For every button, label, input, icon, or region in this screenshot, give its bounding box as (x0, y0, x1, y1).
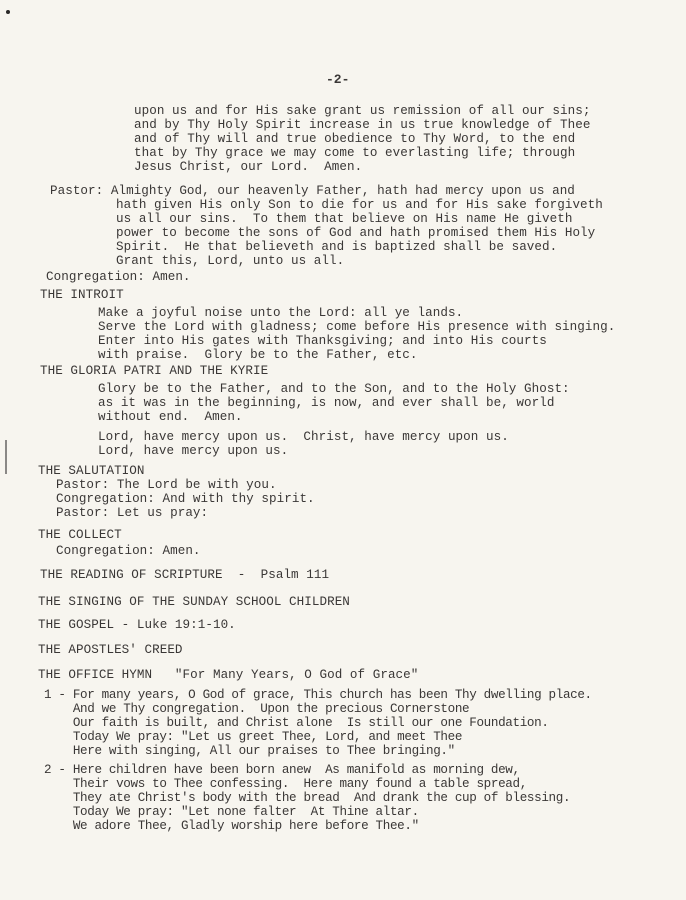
edge-mark-top (6, 10, 10, 14)
text-line: We adore Thee, Gladly worship here before Thee." (44, 819, 419, 833)
text-line: Make a joyful noise unto the Lord: all ye lands. (98, 306, 464, 320)
collect-response: Congregation: Amen. (56, 544, 201, 558)
page-number: -2- (326, 72, 350, 87)
text-line: 1 - For many years, O God of grace, This church has been Thy dwelling place. (44, 688, 592, 702)
text-line: Spirit. He that believeth and is baptized shall be saved. (116, 240, 558, 254)
text-line: And we Thy congregation. Upon the precious Cornerstone (44, 702, 470, 716)
text-line: without end. Amen. (98, 410, 243, 424)
text-line: that by Thy grace we may come to everlasting life; through (134, 146, 576, 160)
text-line: Pastor: Almighty God, our heavenly Father, hath had mercy upon us and (50, 184, 575, 198)
text-line: Grant this, Lord, unto us all. (116, 254, 345, 268)
text-line: Pastor: The Lord be with you. (56, 478, 277, 492)
section-heading-introit: THE INTROIT (40, 288, 124, 302)
text-line: hath given His only Son to die for us and for His sake forgiveth (116, 198, 603, 212)
text-line: They ate Christ's body with the bread And drank the cup of blessing. (44, 791, 571, 805)
text-line: power to become the sons of God and hath promised them His Holy (116, 226, 596, 240)
text-line: us all our sins. To them that believe on His name He giveth (116, 212, 573, 226)
text-line: and by Thy Holy Spirit increase in us true knowledge of Thee (134, 118, 591, 132)
section-heading-collect: THE COLLECT (38, 528, 122, 542)
text-line: Enter into His gates with Thanksgiving; and into His courts (98, 334, 547, 348)
section-heading-creed: THE APOSTLES' CREED (38, 643, 183, 657)
text-line: 2 - Here children have been born anew As manifold as morning dew, (44, 763, 520, 777)
section-heading-sunday-school: THE SINGING OF THE SUNDAY SCHOOL CHILDREN (38, 595, 350, 609)
text-line: Their vows to Thee confessing. Here many found a table spread, (44, 777, 527, 791)
text-line: as it was in the beginning, is now, and ever shall be, world (98, 396, 555, 410)
congregation-response: Congregation: Amen. (46, 270, 191, 284)
section-heading-gospel: THE GOSPEL - Luke 19:1-10. (38, 618, 236, 632)
text-line: Glory be to the Father, and to the Son, and to the Holy Ghost: (98, 382, 570, 396)
text-line: Our faith is built, and Christ alone Is still our one Foundation. (44, 716, 549, 730)
text-line: Pastor: Let us pray: (56, 506, 209, 520)
text-line: Today We pray: "Let us greet Thee, Lord, and meet Thee (44, 730, 463, 744)
text-line: with praise. Glory be to the Father, etc. (98, 348, 418, 362)
text-line: upon us and for His sake grant us remission of all our sins; (134, 104, 591, 118)
text-line: Here with singing, All our praises to Thee bringing." (44, 744, 455, 758)
section-heading-gloria-kyrie: THE GLORIA PATRI AND THE KYRIE (40, 364, 269, 378)
text-line: and of Thy will and true obedience to Thy Word, to the end (134, 132, 576, 146)
text-line: Serve the Lord with gladness; come before His presence with singing. (98, 320, 616, 334)
text-line: Jesus Christ, our Lord. Amen. (134, 160, 363, 174)
edge-mark-left (5, 440, 7, 474)
text-line: Congregation: And with thy spirit. (56, 492, 315, 506)
text-line: Lord, have mercy upon us. Christ, have mercy upon us. (98, 430, 509, 444)
text-line: Lord, have mercy upon us. (98, 444, 289, 458)
text-line: Today We pray: "Let none falter At Thine altar. (44, 805, 419, 819)
section-heading-salutation: THE SALUTATION (38, 464, 145, 478)
section-heading-office-hymn: THE OFFICE HYMN "For Many Years, O God of Grace" (38, 668, 419, 682)
section-heading-scripture: THE READING OF SCRIPTURE - Psalm 111 (40, 568, 330, 582)
